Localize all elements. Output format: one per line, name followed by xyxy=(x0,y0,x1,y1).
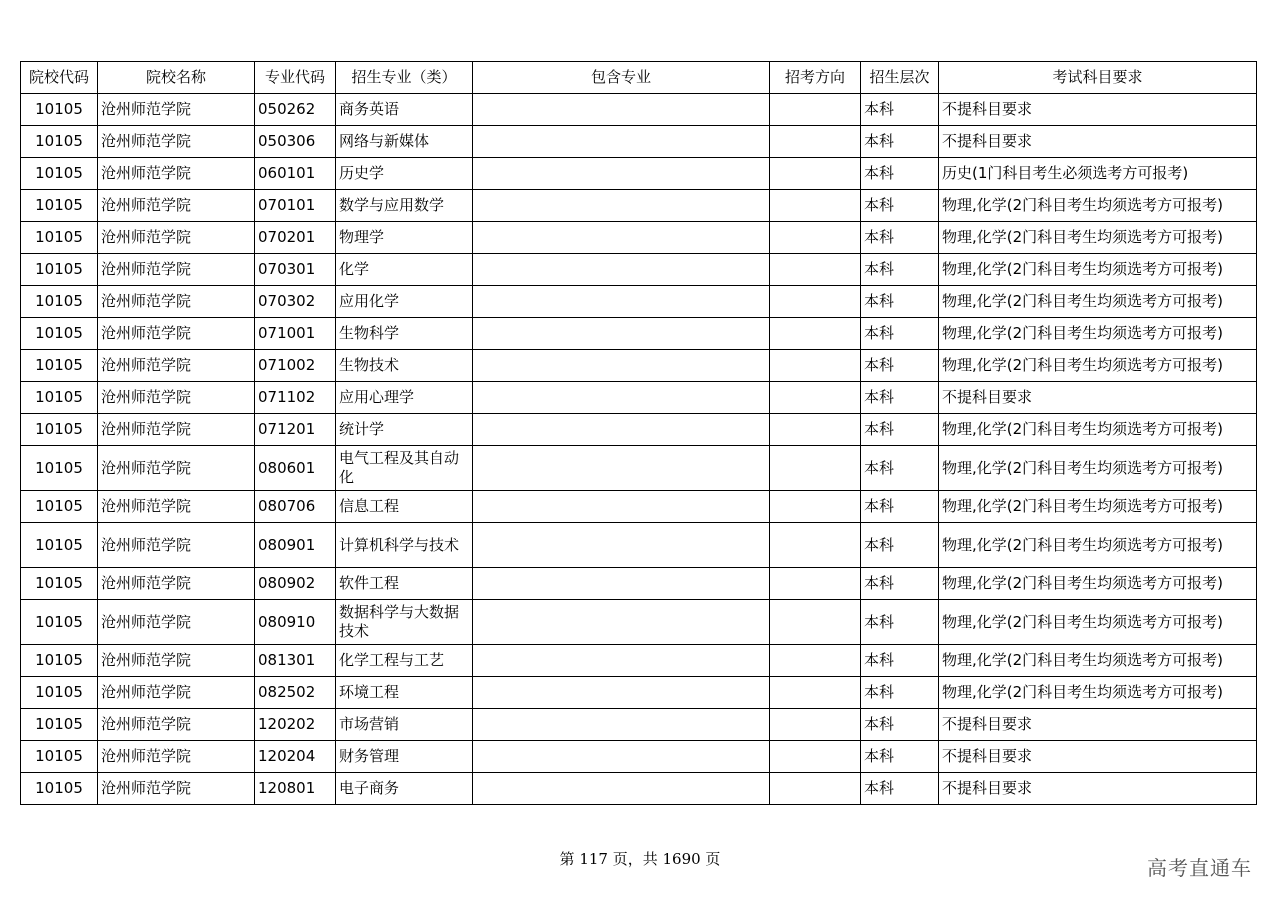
major-code-cell: 070302 xyxy=(255,286,336,318)
major-code-cell: 080706 xyxy=(255,491,336,523)
school-code-cell: 10105 xyxy=(21,568,98,600)
requirement-cell: 物理,化学(2门科目考生均须选考方可报考) xyxy=(939,677,1257,709)
level-cell: 本科 xyxy=(861,222,939,254)
level-cell: 本科 xyxy=(861,491,939,523)
requirement-cell: 物理,化学(2门科目考生均须选考方可报考) xyxy=(939,222,1257,254)
requirement-cell: 物理,化学(2门科目考生均须选考方可报考) xyxy=(939,645,1257,677)
includes-cell xyxy=(473,286,770,318)
table-row xyxy=(21,158,1257,190)
level-cell: 本科 xyxy=(861,190,939,222)
major-cell: 应用心理学 xyxy=(336,382,473,414)
major-code-cell: 071102 xyxy=(255,382,336,414)
major-cell: 生物技术 xyxy=(336,350,473,382)
major-cell: 电子商务 xyxy=(336,773,473,805)
table-row xyxy=(21,600,1257,645)
direction-cell xyxy=(770,709,861,741)
school-name-cell: 沧州师范学院 xyxy=(98,318,255,350)
school-code-cell: 10105 xyxy=(21,600,98,645)
school-name-cell: 沧州师范学院 xyxy=(98,600,255,645)
direction-cell xyxy=(770,318,861,350)
school-name-cell: 沧州师范学院 xyxy=(98,773,255,805)
major-cell: 历史学 xyxy=(336,158,473,190)
school-name-cell: 沧州师范学院 xyxy=(98,126,255,158)
table-row xyxy=(21,318,1257,350)
includes-cell xyxy=(473,318,770,350)
school-name-cell: 沧州师范学院 xyxy=(98,350,255,382)
level-cell: 本科 xyxy=(861,254,939,286)
level-cell: 本科 xyxy=(861,286,939,318)
level-cell: 本科 xyxy=(861,600,939,645)
major-cell: 软件工程 xyxy=(336,568,473,600)
major-code-cell: 050262 xyxy=(255,94,336,126)
header-direction: 招考方向 xyxy=(770,62,861,94)
school-code-cell: 10105 xyxy=(21,446,98,491)
school-code-cell: 10105 xyxy=(21,350,98,382)
level-cell: 本科 xyxy=(861,350,939,382)
school-name-cell: 沧州师范学院 xyxy=(98,491,255,523)
level-cell: 本科 xyxy=(861,709,939,741)
requirement-cell: 物理,化学(2门科目考生均须选考方可报考) xyxy=(939,523,1257,568)
header-major: 招生专业（类） xyxy=(336,62,473,94)
direction-cell xyxy=(770,414,861,446)
major-code-cell: 080910 xyxy=(255,600,336,645)
direction-cell xyxy=(770,158,861,190)
level-cell: 本科 xyxy=(861,677,939,709)
school-name-cell: 沧州师范学院 xyxy=(98,222,255,254)
school-code-cell: 10105 xyxy=(21,414,98,446)
major-cell: 应用化学 xyxy=(336,286,473,318)
level-cell: 本科 xyxy=(861,523,939,568)
school-name-cell: 沧州师范学院 xyxy=(98,446,255,491)
direction-cell xyxy=(770,600,861,645)
table-row xyxy=(21,222,1257,254)
table-row xyxy=(21,446,1257,491)
major-code-cell: 080902 xyxy=(255,568,336,600)
admissions-table xyxy=(20,61,1257,805)
requirement-cell: 物理,化学(2门科目考生均须选考方可报考) xyxy=(939,350,1257,382)
includes-cell xyxy=(473,773,770,805)
major-cell: 物理学 xyxy=(336,222,473,254)
direction-cell xyxy=(770,126,861,158)
level-cell: 本科 xyxy=(861,568,939,600)
level-cell: 本科 xyxy=(861,318,939,350)
direction-cell xyxy=(770,350,861,382)
level-cell: 本科 xyxy=(861,645,939,677)
table-row xyxy=(21,741,1257,773)
includes-cell xyxy=(473,677,770,709)
watermark-logo: 高考直通车 xyxy=(1147,856,1252,880)
major-code-cell: 082502 xyxy=(255,677,336,709)
school-code-cell: 10105 xyxy=(21,158,98,190)
school-name-cell: 沧州师范学院 xyxy=(98,414,255,446)
school-name-cell: 沧州师范学院 xyxy=(98,709,255,741)
major-cell: 化学工程与工艺 xyxy=(336,645,473,677)
major-code-cell: 071001 xyxy=(255,318,336,350)
school-name-cell: 沧州师范学院 xyxy=(98,645,255,677)
school-code-cell: 10105 xyxy=(21,523,98,568)
requirement-cell: 不提科目要求 xyxy=(939,94,1257,126)
direction-cell xyxy=(770,645,861,677)
includes-cell xyxy=(473,126,770,158)
school-code-cell: 10105 xyxy=(21,254,98,286)
school-code-cell: 10105 xyxy=(21,491,98,523)
school-code-cell: 10105 xyxy=(21,94,98,126)
school-code-cell: 10105 xyxy=(21,709,98,741)
header-includes: 包含专业 xyxy=(473,62,770,94)
header-school-code: 院校代码 xyxy=(21,62,98,94)
requirement-cell: 物理,化学(2门科目考生均须选考方可报考) xyxy=(939,318,1257,350)
school-name-cell: 沧州师范学院 xyxy=(98,254,255,286)
major-code-cell: 070101 xyxy=(255,190,336,222)
header-row xyxy=(21,62,1257,94)
requirement-cell: 物理,化学(2门科目考生均须选考方可报考) xyxy=(939,286,1257,318)
includes-cell xyxy=(473,709,770,741)
includes-cell xyxy=(473,491,770,523)
table-row xyxy=(21,491,1257,523)
requirement-cell: 不提科目要求 xyxy=(939,382,1257,414)
school-code-cell: 10105 xyxy=(21,126,98,158)
includes-cell xyxy=(473,254,770,286)
direction-cell xyxy=(770,382,861,414)
major-cell: 环境工程 xyxy=(336,677,473,709)
school-code-cell: 10105 xyxy=(21,382,98,414)
requirement-cell: 不提科目要求 xyxy=(939,741,1257,773)
major-cell: 统计学 xyxy=(336,414,473,446)
major-code-cell: 120801 xyxy=(255,773,336,805)
includes-cell xyxy=(473,600,770,645)
direction-cell xyxy=(770,286,861,318)
major-cell: 数据科学与大数据技术 xyxy=(336,600,473,645)
requirement-cell: 物理,化学(2门科目考生均须选考方可报考) xyxy=(939,190,1257,222)
school-name-cell: 沧州师范学院 xyxy=(98,677,255,709)
includes-cell xyxy=(473,382,770,414)
table-row xyxy=(21,254,1257,286)
school-name-cell: 沧州师范学院 xyxy=(98,523,255,568)
major-cell: 电气工程及其自动化 xyxy=(336,446,473,491)
level-cell: 本科 xyxy=(861,94,939,126)
major-cell: 信息工程 xyxy=(336,491,473,523)
table-row xyxy=(21,568,1257,600)
major-cell: 商务英语 xyxy=(336,94,473,126)
page-number: 第 117 页，共 1690 页 xyxy=(559,850,721,868)
requirement-cell: 物理,化学(2门科目考生均须选考方可报考) xyxy=(939,254,1257,286)
direction-cell xyxy=(770,94,861,126)
direction-cell xyxy=(770,773,861,805)
header-school-name: 院校名称 xyxy=(98,62,255,94)
direction-cell xyxy=(770,222,861,254)
school-name-cell: 沧州师范学院 xyxy=(98,382,255,414)
school-name-cell: 沧州师范学院 xyxy=(98,158,255,190)
level-cell: 本科 xyxy=(861,773,939,805)
major-cell: 财务管理 xyxy=(336,741,473,773)
direction-cell xyxy=(770,446,861,491)
table-row xyxy=(21,350,1257,382)
direction-cell xyxy=(770,523,861,568)
table-row xyxy=(21,645,1257,677)
major-cell: 生物科学 xyxy=(336,318,473,350)
table-row xyxy=(21,523,1257,568)
major-code-cell: 080901 xyxy=(255,523,336,568)
level-cell: 本科 xyxy=(861,414,939,446)
direction-cell xyxy=(770,190,861,222)
major-cell: 化学 xyxy=(336,254,473,286)
includes-cell xyxy=(473,446,770,491)
major-code-cell: 071201 xyxy=(255,414,336,446)
header-requirement: 考试科目要求 xyxy=(939,62,1257,94)
includes-cell xyxy=(473,94,770,126)
table-row xyxy=(21,126,1257,158)
major-code-cell: 050306 xyxy=(255,126,336,158)
school-name-cell: 沧州师范学院 xyxy=(98,741,255,773)
major-code-cell: 060101 xyxy=(255,158,336,190)
school-code-cell: 10105 xyxy=(21,741,98,773)
includes-cell xyxy=(473,222,770,254)
includes-cell xyxy=(473,568,770,600)
school-code-cell: 10105 xyxy=(21,677,98,709)
major-code-cell: 071002 xyxy=(255,350,336,382)
school-code-cell: 10105 xyxy=(21,773,98,805)
level-cell: 本科 xyxy=(861,126,939,158)
header-major-code: 专业代码 xyxy=(255,62,336,94)
table-row xyxy=(21,677,1257,709)
requirement-cell: 物理,化学(2门科目考生均须选考方可报考) xyxy=(939,600,1257,645)
school-name-cell: 沧州师范学院 xyxy=(98,94,255,126)
includes-cell xyxy=(473,523,770,568)
includes-cell xyxy=(473,158,770,190)
school-code-cell: 10105 xyxy=(21,286,98,318)
table-row xyxy=(21,190,1257,222)
major-cell: 数学与应用数学 xyxy=(336,190,473,222)
includes-cell xyxy=(473,414,770,446)
school-name-cell: 沧州师范学院 xyxy=(98,568,255,600)
major-cell: 市场营销 xyxy=(336,709,473,741)
requirement-cell: 物理,化学(2门科目考生均须选考方可报考) xyxy=(939,568,1257,600)
requirement-cell: 物理,化学(2门科目考生均须选考方可报考) xyxy=(939,446,1257,491)
table-row xyxy=(21,94,1257,126)
requirement-cell: 历史(1门科目考生必须选考方可报考) xyxy=(939,158,1257,190)
major-code-cell: 120202 xyxy=(255,709,336,741)
table-row xyxy=(21,414,1257,446)
requirement-cell: 物理,化学(2门科目考生均须选考方可报考) xyxy=(939,414,1257,446)
level-cell: 本科 xyxy=(861,446,939,491)
school-name-cell: 沧州师范学院 xyxy=(98,286,255,318)
includes-cell xyxy=(473,741,770,773)
major-code-cell: 070301 xyxy=(255,254,336,286)
header-level: 招生层次 xyxy=(861,62,939,94)
table-row xyxy=(21,286,1257,318)
direction-cell xyxy=(770,741,861,773)
direction-cell xyxy=(770,568,861,600)
major-code-cell: 080601 xyxy=(255,446,336,491)
level-cell: 本科 xyxy=(861,382,939,414)
major-code-cell: 081301 xyxy=(255,645,336,677)
school-name-cell: 沧州师范学院 xyxy=(98,190,255,222)
requirement-cell: 不提科目要求 xyxy=(939,773,1257,805)
major-code-cell: 070201 xyxy=(255,222,336,254)
major-cell: 计算机科学与技术 xyxy=(336,523,473,568)
table-row xyxy=(21,709,1257,741)
table-row xyxy=(21,382,1257,414)
major-code-cell: 120204 xyxy=(255,741,336,773)
school-code-cell: 10105 xyxy=(21,318,98,350)
table-row xyxy=(21,773,1257,805)
requirement-cell: 物理,化学(2门科目考生均须选考方可报考) xyxy=(939,491,1257,523)
direction-cell xyxy=(770,254,861,286)
level-cell: 本科 xyxy=(861,741,939,773)
direction-cell xyxy=(770,677,861,709)
includes-cell xyxy=(473,645,770,677)
school-code-cell: 10105 xyxy=(21,190,98,222)
major-cell: 网络与新媒体 xyxy=(336,126,473,158)
includes-cell xyxy=(473,350,770,382)
requirement-cell: 不提科目要求 xyxy=(939,126,1257,158)
requirement-cell: 不提科目要求 xyxy=(939,709,1257,741)
school-code-cell: 10105 xyxy=(21,645,98,677)
direction-cell xyxy=(770,491,861,523)
includes-cell xyxy=(473,190,770,222)
school-code-cell: 10105 xyxy=(21,222,98,254)
level-cell: 本科 xyxy=(861,158,939,190)
